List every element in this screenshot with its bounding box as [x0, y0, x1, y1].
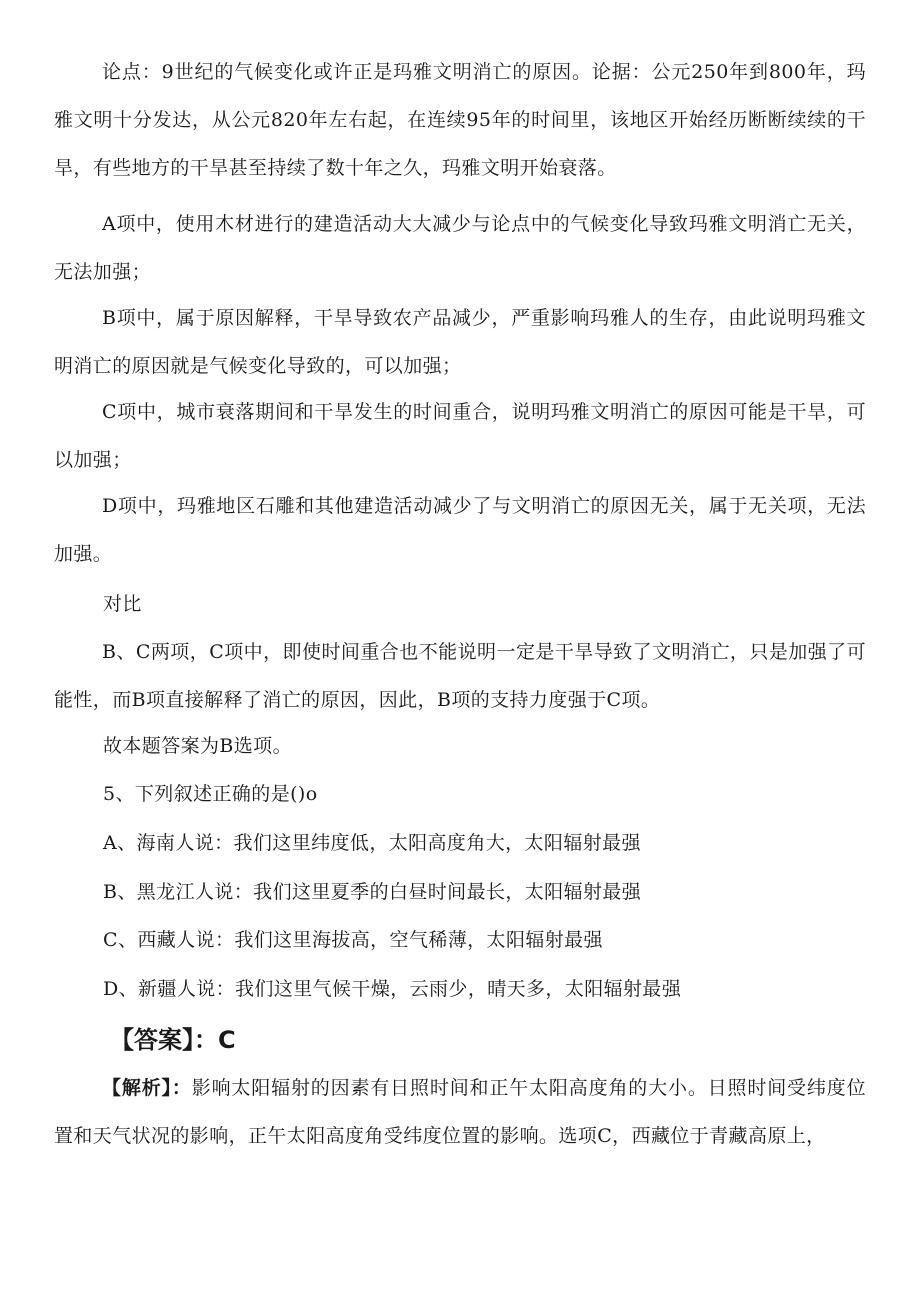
question-5-option-a: A、海南人说：我们这里纬度低，太阳高度角大，太阳辐射最强	[103, 832, 641, 854]
question-5-stem: 5、下列叙述正确的是()o	[103, 783, 318, 805]
argument-paragraph: 论点：9世纪的气候变化或许正是玛雅文明消亡的原因。论据：公元250年到800年，玛雅文明十分发达，从公元820年左右起，在连续95年的时间里，该地区开始经历断断续续的干旱，有些地方的干旱甚至持续了数十年之久，玛雅文明开始衰落。	[54, 61, 866, 179]
option-d-analysis: D项中，玛雅地区石雕和其他建造活动减少了与文明消亡的原因无关，属于无关项，无法加强。	[54, 495, 866, 565]
analysis-text: 影响太阳辐射的因素有日照时间和正午太阳高度角的大小。日照时间受纬度位置和天气状况的影响，正午太阳高度角受纬度位置的影响。选项C，西藏位于青藏高原上，	[54, 1077, 866, 1147]
question-5-option-d: D、新疆人说：我们这里气候干燥，云雨少，晴天多，太阳辐射最强	[103, 978, 682, 1000]
option-c-analysis: C项中，城市衰落期间和干旱发生的时间重合，说明玛雅文明消亡的原因可能是干旱，可以加强；	[54, 401, 866, 471]
option-a-analysis: A项中，使用木材进行的建造活动大大减少与论点中的气候变化导致玛雅文明消亡无关，无法加强；	[54, 213, 866, 283]
analysis-paragraph	[54, 1064, 866, 1160]
conclusion-line: 故本题答案为B选项。	[103, 735, 292, 757]
answer-line: 【答案】：C	[110, 1026, 236, 1054]
compare-paragraph: B、C两项，C项中，即使时间重合也不能说明一定是干旱导致了文明消亡，只是加强了可能性，而B项直接解释了消亡的原因，因此，B项的支持力度强于C项。	[54, 641, 866, 711]
question-5-option-c: C、西藏人说：我们这里海拔高，空气稀薄，太阳辐射最强	[103, 929, 603, 951]
option-b-analysis: B项中，属于原因解释，干旱导致农产品减少，严重影响玛雅人的生存，由此说明玛雅文明消亡的原因就是气候变化导致的，可以加强；	[54, 307, 866, 377]
analysis-label: 【解析】：	[102, 1077, 192, 1099]
compare-heading: 对比	[103, 593, 142, 615]
question-5-option-b: B、黑龙江人说：我们这里夏季的白昼时间最长，太阳辐射最强	[103, 881, 642, 903]
